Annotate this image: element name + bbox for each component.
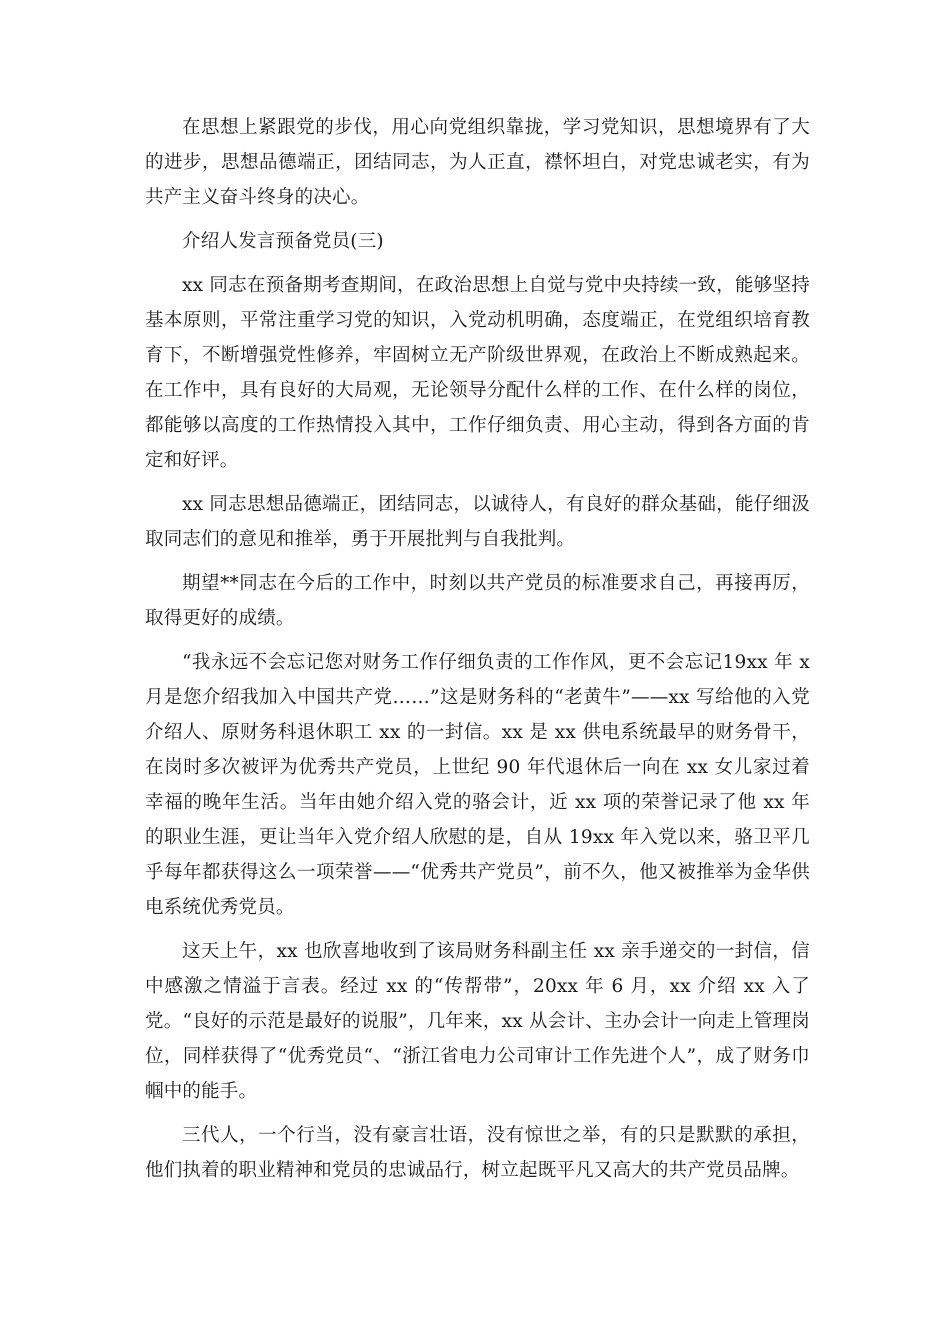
paragraph-mentoring: 这天上午，xx 也欣喜地收到了该局财务科副主任 xx 亲手递交的一封信，信中感激之情溢于言表。经过 xx 的“传帮带”，20xx 年 6 月，xx 介绍 xx 入了党。“良好的示范是最好的说服”，几年来，xx 从会计、主办会计一向走上管理岗位，同样获得了“优秀党员“、“浙江省电力公司审计工作先进个人”，成了财务巾帼中的能手。	[145, 941, 810, 1102]
document-body	[145, 110, 810, 1197]
section-heading: 介绍人发言预备党员(三)	[182, 231, 384, 252]
paragraph-opening: 在思想上紧跟党的步伐，用心向党组织靠拢，学习党知识，思想境界有了大的进步，思想品德端正，团结同志，为人正直，襟怀坦白，对党忠诚老实，有为共产主义奋斗终身的决心。	[145, 117, 810, 208]
paragraph-evaluation: xx 同志在预备期考查期间，在政治思想上自觉与党中央持续一致，能够坚持基本原则，平常注重学习党的知识，入党动机明确，态度端正，在党组织培育教育下，不断增强党性修养，牢固树立无产阶级世界观，在政治上不断成熟起来。在工作中，具有良好的大局观，无论领导分配什么样的工作、在什么样的岗位，都能够以高度的工作热情投入其中，工作仔细负责、用心主动，得到各方面的肯定和好评。	[145, 275, 810, 471]
paragraph-letter: “我永远不会忘记您对财务工作仔细负责的工作作风，更不会忘记19xx 年 x 月是您介绍我加入中国共产党……”这是财务科的“老黄牛”——xx 写给他的入党介绍人、原财务科退休职工 xx 的一封信。xx 是 xx 供电系统最早的财务骨干，在岗时多次被评为优秀共产党员，上世纪 90 年代退休后一向在 xx 女儿家过着幸福的晚年生活。当年由她介绍入党的骆会计，近 xx 项的荣誉记录了他 xx 年的职业生涯，更让当年入党介绍人欣慰的是，自从 19xx 年入党以来，骆卫平几乎每年都获得这么一项荣誉——“优秀共产党员”，前不久，他又被推举为金华供电系统优秀党员。	[145, 652, 810, 918]
paragraph-character: xx 同志思想品德端正，团结同志，以诚待人，有良好的群众基础，能仔细汲取同志们的意见和推举，勇于开展批判与自我批判。	[145, 494, 810, 550]
paragraph-expectation: 期望**同志在今后的工作中，时刻以共产党员的标准要求自己，再接再厉，取得更好的成绩。	[145, 573, 810, 629]
paragraph-closing: 三代人，一个行当，没有豪言壮语，没有惊世之举，有的只是默默的承担，他们执着的职业精神和党员的忠诚品行，树立起既平凡又高大的共产党员品牌。	[145, 1125, 810, 1181]
